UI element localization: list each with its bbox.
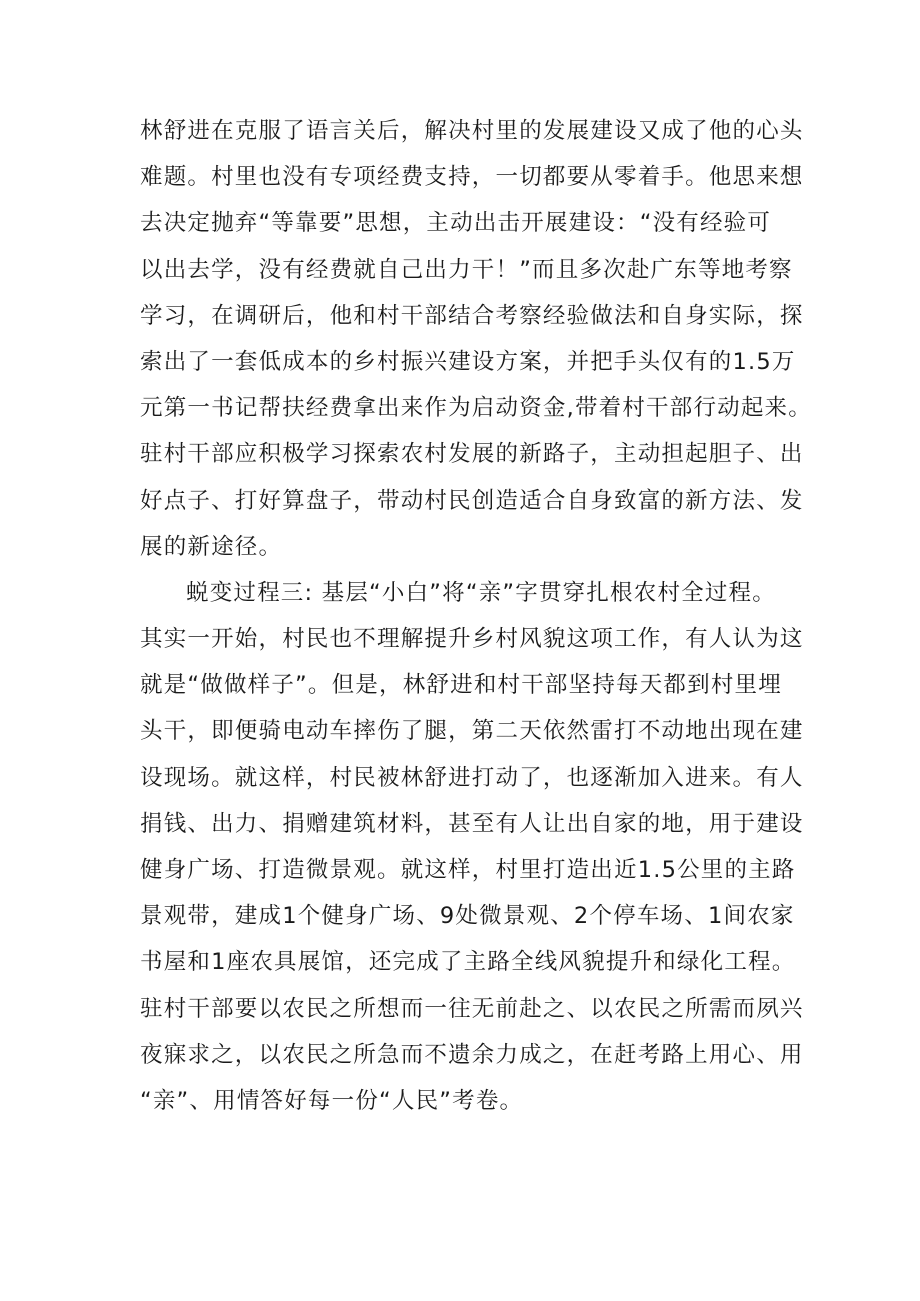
text-line: 驻村干部要以农民之所想而一往无前赴之、以农民之所需而夙兴 xyxy=(140,995,804,1022)
text-line: 好点子、打好算盘子，带动村民创造适合自身致富的新方法、发 xyxy=(140,487,804,514)
text-line: 其实一开始，村民也不理解提升乡村风貌这项工作，有人认为这 xyxy=(140,626,804,653)
body-text xyxy=(140,108,812,1124)
text-line: 以出去学，没有经费就自己出力干！”而且多次赴广东等地考察 xyxy=(140,256,793,283)
text-line: 索出了一套低成本的乡村振兴建设方案，并把手头仅有的1.5万 xyxy=(140,348,796,375)
text-line: 展的新途径。 xyxy=(140,533,283,560)
text-line-heading: 蜕变过程三: 基层“小白”将“亲”字贯穿扎根农村全过程。 xyxy=(186,579,776,606)
text-line: 头干，即便骑电动车摔伤了腿，第二天依然雷打不动地出现在建 xyxy=(140,718,804,745)
text-line: 夜寐求之，以农民之所急而不遗余力成之，在赶考路上用心、用 xyxy=(140,1041,804,1068)
text-line: “亲”、用情答好每一份“人民”考卷。 xyxy=(140,1087,524,1114)
text-line: 林舒进在克服了语言关后，解决村里的发展建设又成了他的心头 xyxy=(140,118,804,144)
text-line: 设现场。就这样，村民被林舒进打动了，也逐渐加入进来。有人 xyxy=(140,764,804,791)
text-line: 驻村干部应积极学习探索农村发展的新路子，主动担起胆子、出 xyxy=(140,441,804,468)
text-line: 就是“做做样子”。但是，林舒进和村干部坚持每天都到村里埋 xyxy=(140,672,782,699)
paragraph-2 xyxy=(140,570,804,1124)
text-line: 难题。村里也没有专项经费支持，一切都要从零着手。他思来想 xyxy=(140,164,804,191)
text-line: 学习，在调研后，他和村干部结合考察经验做法和自身实际，探 xyxy=(140,302,804,329)
text-line: 捐钱、出力、捐赠建筑材料，甚至有人让出自家的地，用于建设 xyxy=(140,810,804,837)
text-line: 元第一书记帮扶经费拿出来作为启动资金,带着村干部行动起来。 xyxy=(140,395,812,422)
text-line: 书屋和1座农具展馆，还完成了主路全线风貌提升和绿化工程。 xyxy=(140,949,796,976)
paragraph-1 xyxy=(140,108,812,570)
text-line: 景观带，建成1个健身广场、9处微景观、2个停车场、1间农家 xyxy=(140,903,795,930)
text-line: 健身广场、打造微景观。就这样，村里打造出近1.5公里的主路 xyxy=(140,857,796,883)
text-line: 去决定抛弃“等靠要”思想，主动出击开展建设：“没有经验可 xyxy=(140,210,772,237)
